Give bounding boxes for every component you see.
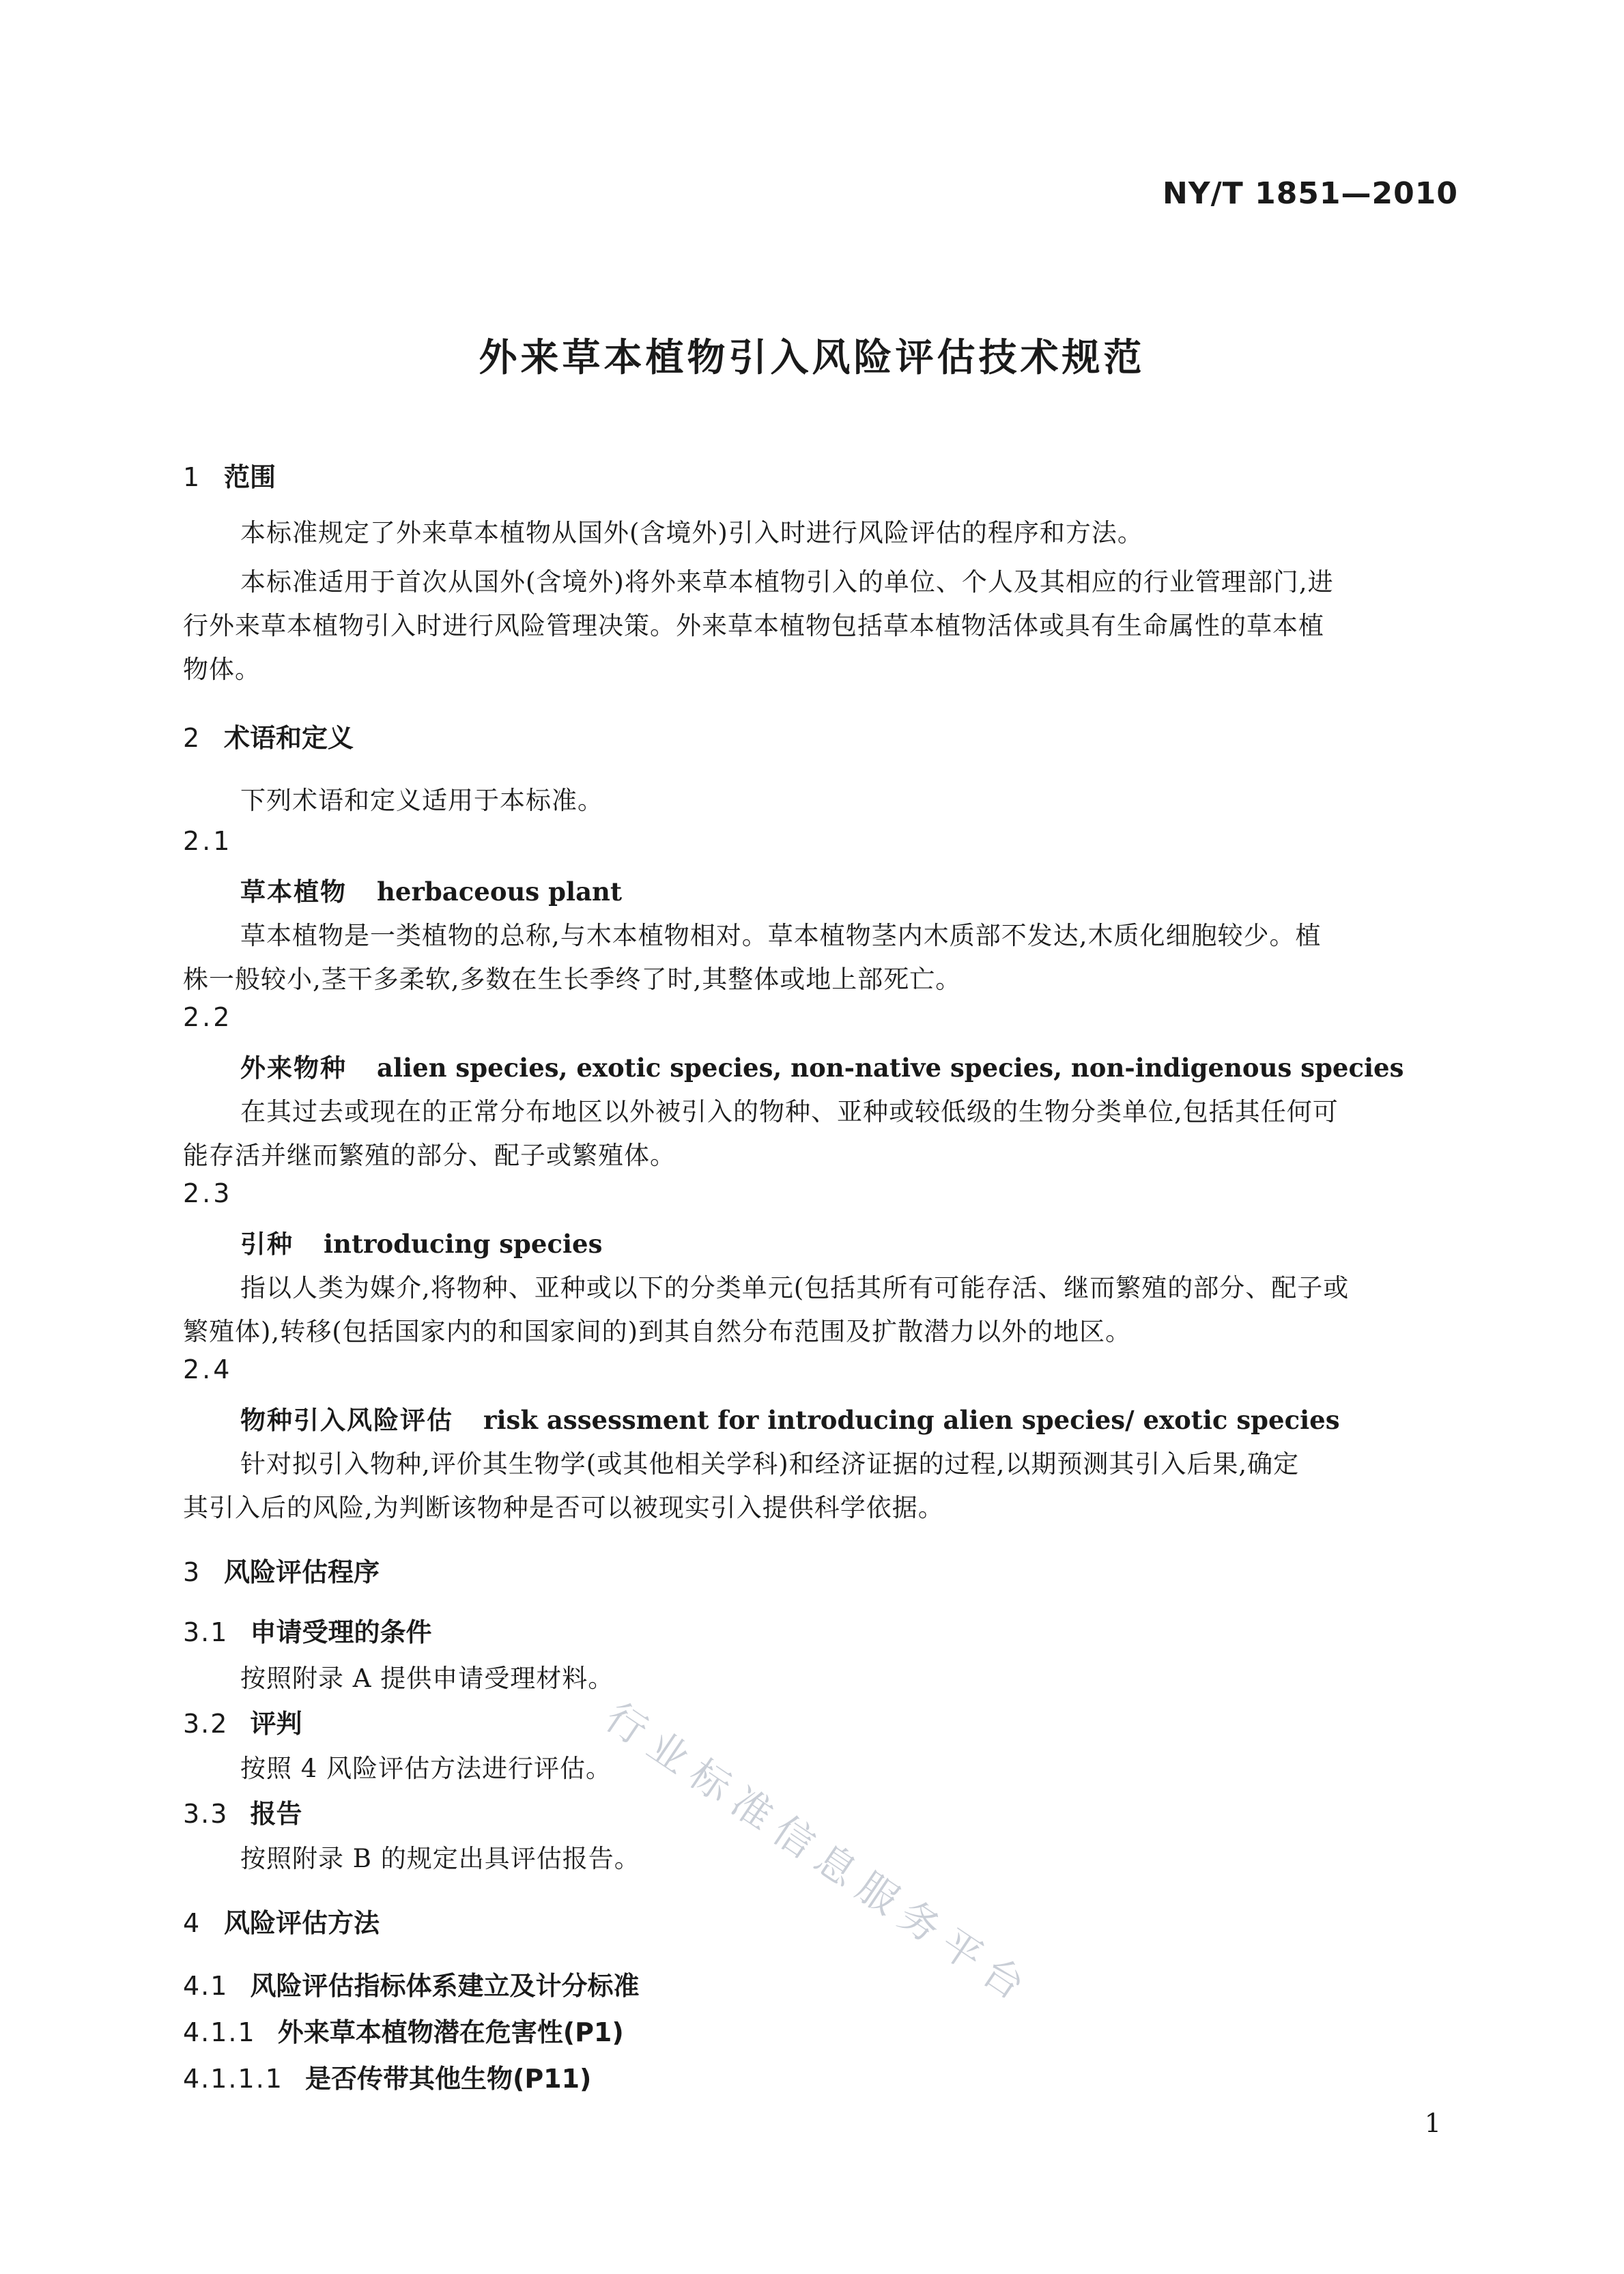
- definition-line: 株一般较小,茎干多柔软,多数在生长季终了时,其整体或地上部死亡。: [183, 965, 962, 994]
- term-entry: [240, 1399, 1624, 1436]
- subsection-number: 3.1: [183, 1617, 229, 1647]
- subsection-3-2-heading: [183, 1703, 1624, 1740]
- subsection-3-3-heading: [183, 1793, 1624, 1830]
- paragraph: 按照附录 B 的规定出具评估报告。: [240, 1844, 640, 1873]
- subsection-4-1-1-1-heading: [183, 2058, 1624, 2095]
- definition-line: 其引入后的风险,为判断该物种是否可以被现实引入提供科学依据。: [183, 1493, 944, 1522]
- paragraph: 下列术语和定义适用于本标准。: [240, 786, 603, 815]
- definition-line: 繁殖体),转移(包括国家内的和国家间的)到其自然分布范围及扩散潜力以外的地区。: [183, 1317, 1132, 1346]
- watermark-text: 行业标准信息服务平台: [597, 1693, 1042, 2015]
- subsection-number: 3.3: [183, 1799, 229, 1829]
- clause-number: 2.1: [183, 826, 233, 856]
- section-2-heading: [183, 717, 1624, 754]
- clause-number: 2.3: [183, 1178, 233, 1208]
- section-number: 1: [183, 462, 200, 492]
- term-entry: [240, 871, 1624, 908]
- subsection-4-1-1-heading: [183, 2011, 1624, 2049]
- term-entry: [240, 1223, 1624, 1260]
- document-title: 外来草本植物引入风险评估技术规范: [479, 336, 1145, 380]
- definition-line: 针对拟引入物种,评价其生物学(或其他相关学科)和经济证据的过程,以期预测其引入后果,确定: [240, 1449, 1300, 1479]
- subsection-4-1-heading: [183, 1965, 1624, 2002]
- standard-code: NY/T 1851—2010: [1162, 176, 1458, 211]
- term-english: alien species, exotic species, non-native species, non-indigenous species: [377, 1053, 1404, 1083]
- subsection-number: 4.1: [183, 1971, 229, 2001]
- subsection-number: 4.1.1: [183, 2017, 256, 2047]
- subsection-number: 3.2: [183, 1709, 229, 1739]
- section-title: 风险评估程序: [224, 1557, 380, 1587]
- page-number: 1: [1424, 2108, 1441, 2138]
- subsection-number: 4.1.1.1: [183, 2064, 283, 2094]
- term-entry: [240, 1047, 1624, 1084]
- section-3-heading: [183, 1551, 1624, 1589]
- definition-line: 能存活并继而繁殖的部分、配子或繁殖体。: [183, 1141, 676, 1170]
- section-number: 3: [183, 1557, 200, 1587]
- paragraph: 本标准规定了外来草本植物从国外(含境外)引入时进行风险评估的程序和方法。: [240, 518, 1143, 548]
- paragraph: 本标准适用于首次从国外(含境外)将外来草本植物引入的单位、个人及其相应的行业管理部门,进: [240, 567, 1334, 597]
- term-chinese: 外来物种: [240, 1053, 347, 1083]
- subsection-3-1-heading: [183, 1611, 1624, 1649]
- subsection-title: 是否传带其他生物(P11): [304, 2064, 592, 2094]
- definition-line: 指以人类为媒介,将物种、亚种或以下的分类单元(包括其所有可能存活、继而繁殖的部分、配子或: [240, 1273, 1350, 1303]
- term-english: herbaceous plant: [377, 877, 623, 907]
- subsection-title: 风险评估指标体系建立及计分标准: [250, 1971, 640, 2001]
- subsection-title: 申请受理的条件: [250, 1617, 432, 1647]
- term-chinese: 草本植物: [240, 877, 347, 907]
- definition-line: 在其过去或现在的正常分布地区以外被引入的物种、亚种或较低级的生物分类单位,包括其任何可: [240, 1097, 1339, 1126]
- section-title: 风险评估方法: [224, 1908, 380, 1938]
- paragraph-line: 行外来草本植物引入时进行风险管理决策。外来草本植物包括草本植物活体或具有生命属性的草本植: [183, 611, 1324, 640]
- clause-number: 2.4: [183, 1354, 233, 1384]
- definition-line: 草本植物是一类植物的总称,与木本植物相对。草本植物茎内木质部不发达,木质化细胞较少。植: [240, 921, 1322, 950]
- section-1-heading: [183, 456, 1624, 494]
- subsection-title: 外来草本植物潜在危害性(P1): [277, 2017, 624, 2047]
- paragraph: 按照 4 风险评估方法进行评估。: [240, 1754, 612, 1783]
- term-chinese: 引种: [240, 1230, 294, 1259]
- term-chinese: 物种引入风险评估: [240, 1406, 453, 1435]
- subsection-title: 评判: [250, 1709, 302, 1739]
- term-english: introducing species: [324, 1229, 603, 1259]
- section-title: 范围: [224, 462, 276, 492]
- section-number: 4: [183, 1908, 200, 1938]
- section-number: 2: [183, 723, 200, 753]
- term-english: risk assessment for introducing alien species/ exotic species: [483, 1405, 1340, 1435]
- paragraph-line: 物体。: [183, 655, 261, 684]
- section-title: 术语和定义: [224, 723, 354, 753]
- subsection-title: 报告: [250, 1799, 302, 1829]
- clause-number: 2.2: [183, 1002, 233, 1032]
- paragraph: 按照附录 A 提供申请受理材料。: [240, 1664, 614, 1693]
